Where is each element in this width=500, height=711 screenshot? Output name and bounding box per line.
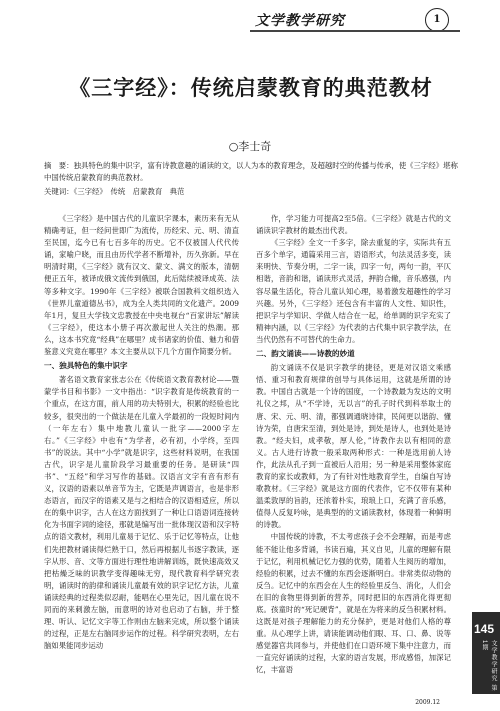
page-number: 145 xyxy=(474,622,495,636)
issue-date: 2009.12 xyxy=(415,699,440,706)
paragraph: 《三字经》是中国古代的儿童识字课本，素历来有无从精确考证，但一经问世即广为流传，历经宋、元、明、清直至民国，迄今已有七百多年的历史。它不仅被国人代代传诵，家喻户晓，而且由历代学者不断增补，历久弥新。早在明清时期，《三字经》就有汉文、蒙文、满文的版本，清朝便正五年，被译成俄文流传到俄国，此后陆续被译成英、法等多种文字。1990年《三字经》被联合国教科文组织选入《世界儿童道德丛书》，成为全人类共同的文化遗产。2009年1月，复旦大学钱文忠教授在中央电视台“百家讲坛”解读《三字经》，使这本小册子再次激起世人关注的热潮。那么，这本书究竟“经典”在哪里？成书诸家的价值、魅力和借鉴意义究竟在哪里？本文主要从以下几个方面作简要分析。 xyxy=(44,214,239,357)
left-column xyxy=(44,213,239,652)
article-title: 《三字经》：传统启蒙教育的典范教材 xyxy=(69,75,433,100)
page-side-text: 文学教学研究 第1期 xyxy=(481,640,496,692)
paragraph: 作，学习能力可提高2至5倍。《三字经》就是古代的文诵读识字教材的最杰出代表。 xyxy=(256,214,451,236)
section-heading: 二、韵文诵读——诗教的妙道 xyxy=(256,349,355,359)
journal-name: 文学教学研究 xyxy=(255,13,345,29)
article-keywords: 关键词：《三字经》 传统 启蒙教育 典范 xyxy=(44,187,185,196)
header-divider xyxy=(250,30,460,32)
section-heading: 一、独具特色的集中识字 xyxy=(44,361,128,371)
article-author: ○李士奇 xyxy=(228,140,272,153)
journal-header xyxy=(255,8,455,38)
page-tab xyxy=(472,612,500,694)
article-abstract: 摘 要：独具特色的集中识字，富有诗教意趣的诵读的文，以人为本的教育理念，及超越时空的传播与传承，使《三字经》堪称中国传统启蒙教育的典范教材。 xyxy=(44,161,458,182)
paragraph: 韵文诵读不仅是识字教学的捷径，更是对汉语文乘感悟、重习和教育规律的创导与具体运用，这就是所谓的诗教。中国自古就是一个诗的国度，一个诗教最为发达的文明礼仪之邦，从“不学诗，无以言”的孔子时代到科举取士的唐、宋、元、明、清，都强调通晓诗律，民间更以谐韵、懂诗为荣，自唐宋至清，到处是诗，到处是诗人，也到处是诗教。“经夫妇，成孝敬，厚人伦，”诗教作去以有相同的意义。古人进行诗教一般采取两种形式：一种是选用前人诗作，此法从孔子到一直被后人沿用；另一种是采用整体家庭教育的家长或教师，为了有针对性地教育学生，自编自写诗歌教材。《三字经》就是这方面的代表作，它不仅带有某种温柔敦厚的旨韵，还浓着朴实，琅琅上口，充满了音乐感，值得人反复吟咏，是典型的的文诵读教材，体现着一种鲜明的诗教。 xyxy=(256,363,451,530)
paragraph: 著名语文教育家张志公在《传统语文教育教材论——暨蒙学书目和书影》一文中指出：“识字教育是传统教育的一个重点，在这方面，前人用的功夫特别大，积累的经验也比较多，很突出的一个做法是在儿童入学最初的一段短时间内（一年左右）集中地教儿童认一批字——2000字左右。”《三字经》中也有“为学者，必有初，小学终，至四书”的说法。其中“小学”就是识字，这些材料说明，在我国古代，识字是儿童阶段学习最重要的任务。是研读“四书”、“五经”和学习写作的基础。汉语言文字有音有形有义，汉语的语素以单音节为主，它既是声调语言，也是非形态语言，而汉字的语素又是与之相结合的汉语相适应，所以在的集中识字，古人在这方面找到了一种让口语语词连接转化为书面字词的途径，那就是编写出一批体现汉语和汉字特点的语文教材，利用儿童易于记忆、乐于记忆等特点，让他们先把教材诵读得烂熟于口，然后再根据儿书逐字教读，逐字从形、音、文等方面进行理性地讲解训练，既快速高效又把枯燥乏味的识教学变得趣味无穷，现代教育科学研究表明，诵读时的韵律和诵读儿童最有效的识字记忆方法，儿童诵读经典的过程类似忍耐，能唱在心里先记，因儿童在说不同而的来刺激左脑，而意明的诗对也启动了右脑，并于整理、听认、记忆文字等工作则由左脑来完成，所以整个诵读的过程，正是左右脑同步运作的过程。科学研究表明，左右脑如果能同步运动 xyxy=(44,375,239,651)
issue-mark-icon: 1 xyxy=(425,8,449,32)
right-column xyxy=(256,213,451,677)
paragraph: 中国传统的诗教，不太考虑孩子会不会理解，而是考虑能不能让他多背诵，书读百遍，其义自见，儿童的理解有限于记忆，利用机械记忆力强的优势，随着人生阅历的增加，经验的积累，过去不懂的东西会逐渐明白。非常类似动物的反刍。记忆中的东西会在人生的经验里反刍、消化，人们会在旧的食物里得到新的营养，同时把旧的东西消化得更彻底。孩童时的“死记硬背”，就是在为将来的反刍积累材料。这既是对孩子理解能力的充分保护，更是对他们人格的尊重。从心理学上讲，请读能调动他们眼、耳、口、鼻、说等感觉器官共同参与，并使他们在口语环境下集中注意力，而一直完好诵读的过程，大家的语言发展，形成感悟，加深记忆，丰富语 xyxy=(256,532,451,675)
paragraph: 《三字经》全文一千多字，除去重复的字，实际共有五百多个单字，通篇采用三言，语语形式，句法灵活多变，读来明快、节奏分明，二字一读，四字一句，两句一韵，平仄相谐，音韵和谐，诵读形式灵活，押韵合辙，音乐感强，内容尽量生活化，符合儿童认知心理，易着激发超趣性的学习兴趣。另外，《三字经》还包含有丰富的人文性、知识性，把识字与学知识、学做人结合在一起，给单调的识字充实了精神内涵，以《三字经》为代表的古代集中识字教学法，在当代仍然有不可替代的生命力。 xyxy=(256,238,451,344)
